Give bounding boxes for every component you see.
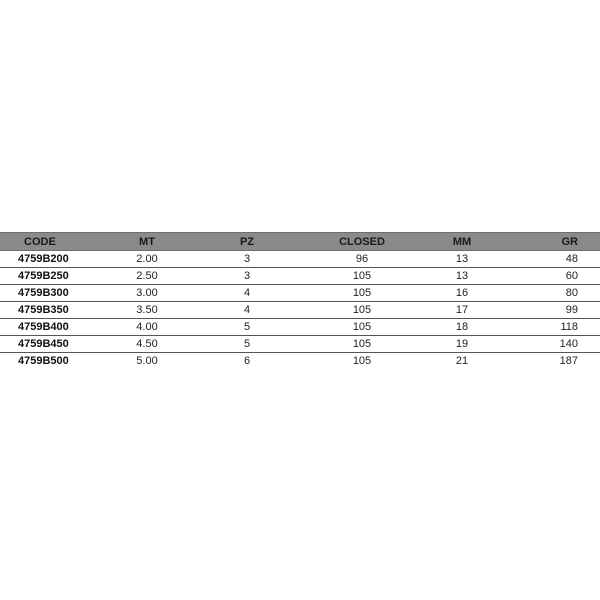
table-row (0, 251, 600, 268)
cell-closed: 105 (312, 285, 412, 302)
cell-closed: 105 (352, 355, 372, 367)
cell-code: 4759B350 (0, 302, 112, 319)
cell-code: 4759B500 (18, 355, 69, 367)
cell-mm: 21 (455, 355, 469, 367)
header-row (0, 233, 600, 251)
cell-pz: 5 (182, 336, 312, 353)
table-row (0, 336, 600, 353)
header-closed: CLOSED (312, 233, 412, 251)
cell-closed: 105 (312, 336, 412, 353)
cell-pz: 5 (182, 319, 312, 336)
cell-mt: 2.00 (112, 251, 182, 268)
cell-code: 4759B300 (0, 285, 112, 302)
cell-gr: 80 (512, 285, 600, 302)
cell-gr: 140 (512, 336, 600, 353)
cell-code: 4759B400 (0, 319, 112, 336)
product-spec-table (0, 232, 600, 369)
cell-mm: 17 (412, 302, 512, 319)
cell-gr: 48 (512, 251, 600, 268)
table-body (0, 251, 600, 370)
cell-closed: 105 (312, 302, 412, 319)
cell-gr: 99 (512, 302, 600, 319)
cell-mm: 16 (412, 285, 512, 302)
cell-closed: 105 (312, 268, 412, 285)
cell-mt: 4.00 (112, 319, 182, 336)
cell-mt: 5.00 (136, 355, 158, 367)
cell-code: 4759B200 (0, 251, 112, 268)
header-code: CODE (0, 233, 112, 251)
cell-pz: 6 (243, 355, 251, 367)
cell-mt: 4.50 (112, 336, 182, 353)
cell-pz: 3 (182, 251, 312, 268)
table-row (0, 319, 600, 336)
cell-pz: 4 (182, 302, 312, 319)
cell-mt: 3.00 (112, 285, 182, 302)
cell-mm: 13 (412, 251, 512, 268)
cell-code: 4759B250 (0, 268, 112, 285)
table-row (0, 302, 600, 319)
table-header (0, 233, 600, 251)
header-gr: GR (512, 233, 600, 251)
cell-mt: 3.50 (112, 302, 182, 319)
table-row (0, 285, 600, 302)
cell-pz: 3 (182, 268, 312, 285)
cell-closed: 105 (312, 319, 412, 336)
cell-mm: 19 (412, 336, 512, 353)
table-row (0, 353, 600, 370)
cell-closed: 96 (312, 251, 412, 268)
header-mt: MT (112, 233, 182, 251)
cell-gr: 118 (512, 319, 600, 336)
cell-gr: 187 (559, 355, 578, 367)
cell-gr: 60 (512, 268, 600, 285)
cell-mm: 18 (412, 319, 512, 336)
cell-pz: 4 (182, 285, 312, 302)
header-pz: PZ (182, 233, 312, 251)
header-mm: MM (412, 233, 512, 251)
cell-mm: 13 (412, 268, 512, 285)
cell-mt: 2.50 (112, 268, 182, 285)
table-row (0, 268, 600, 285)
cell-code: 4759B450 (0, 336, 112, 353)
